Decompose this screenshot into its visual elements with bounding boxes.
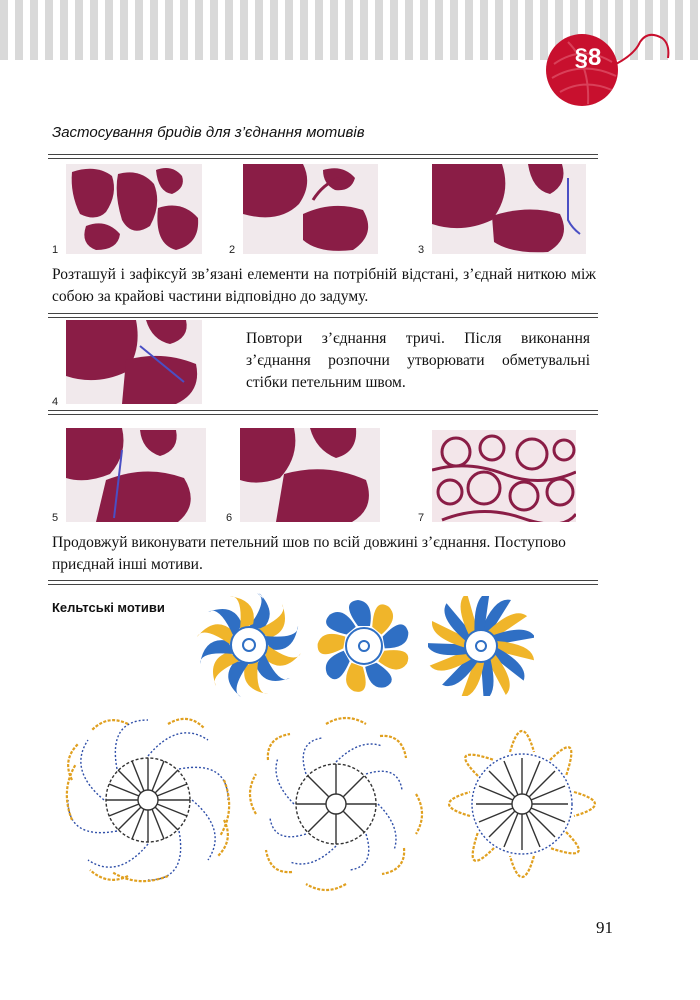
- divider: [48, 580, 598, 585]
- photo-step-2: [243, 164, 378, 254]
- divider: [48, 410, 598, 415]
- divider: [48, 313, 598, 318]
- photo-step-1: [66, 164, 202, 254]
- photo-step-4: [66, 320, 202, 404]
- page-number: 91: [596, 918, 613, 937]
- celtic-heading: Кельтські мотиви: [52, 600, 165, 615]
- step-label: 7: [418, 512, 425, 524]
- photo-step-3: [432, 164, 586, 254]
- crochet-diagram: [428, 708, 616, 900]
- step-text-2: Повтори з’єднання тричі. Після виконання з’єднання розпочни утворювати обметувальні стібки петельним швом.: [246, 330, 590, 391]
- section-title: Застосування бридів для з’єднання мотивів: [52, 124, 365, 141]
- photo-step-7: [432, 430, 576, 522]
- photo-step-5: [66, 428, 206, 522]
- celtic-motif-photo: [314, 598, 414, 694]
- step-label: 2: [229, 244, 236, 256]
- photo-step-6: [240, 428, 380, 522]
- crochet-diagram: [244, 712, 428, 896]
- celtic-motif-photo: [428, 596, 534, 696]
- step-text-3: Продовжуй виконувати петельний шов по всій довжині з’єднання. Поступово приєднай інші мотиви.: [52, 534, 566, 573]
- step-label: 6: [226, 512, 233, 524]
- step-label: 1: [52, 244, 59, 256]
- celtic-motif-photo: [196, 592, 302, 698]
- section-number: §8: [574, 44, 602, 71]
- crochet-diagram: [56, 708, 240, 892]
- step-label: 5: [52, 512, 59, 524]
- step-label: 4: [52, 396, 59, 408]
- divider: [48, 154, 598, 159]
- step-label: 3: [418, 244, 425, 256]
- step-text-1: Розташуй і зафіксуй зв’язані елементи на потрібній відстані, з’єднай ниткою між собою за крайові частини відповідно до задуму.: [52, 266, 596, 305]
